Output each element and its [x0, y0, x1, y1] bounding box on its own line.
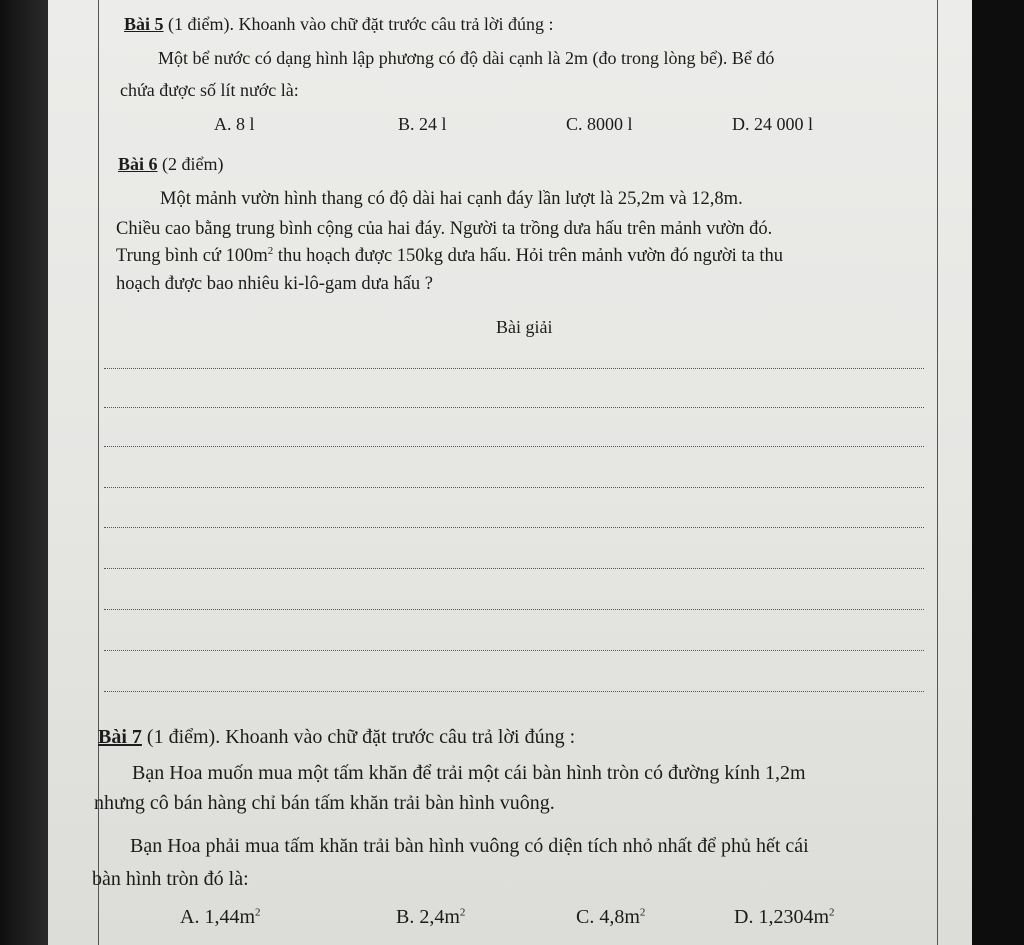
answer-line[interactable]	[104, 446, 924, 447]
bai7-question-line4: bàn hình tròn đó là:	[92, 868, 249, 890]
bai7-option-b[interactable]	[396, 906, 465, 929]
bai5-question-line1: Một bể nước có dạng hình lập phương có độ dài cạnh là 2m (đo trong lòng bể). Bể đó	[158, 48, 775, 68]
bai6-question-line2: Chiều cao bằng trung bình cộng của hai đáy. Người ta trồng dưa hấu trên mảnh vườn đó.	[116, 219, 773, 239]
photo-background-right	[972, 0, 1024, 945]
bai6-question-line4: hoạch được bao nhiêu ki-lô-gam dưa hấu ?	[116, 274, 433, 294]
bai7-option-b-label: B. 2,4m	[396, 906, 460, 928]
bai6-title-text: (2 điểm)	[162, 154, 224, 174]
bai7-option-a-exponent: 2	[255, 906, 261, 919]
bai7-number: Bài 7	[98, 726, 142, 748]
bai5-title	[124, 14, 553, 35]
answer-line[interactable]	[104, 487, 924, 488]
bai7-title-text: (1 điểm). Khoanh vào chữ đặt trước câu trả lời đúng :	[146, 726, 576, 748]
answer-line[interactable]	[104, 650, 924, 651]
answer-line[interactable]	[104, 527, 924, 528]
answer-line[interactable]	[104, 609, 924, 610]
bai5-option-d[interactable]: D. 24 000 l	[732, 114, 813, 134]
bai6-number: Bài 6	[118, 154, 158, 174]
bai6-solution-heading: Bài giải	[496, 317, 553, 337]
answer-line[interactable]	[104, 368, 924, 369]
bai6-line3-part-a: Trung bình cứ 100m	[116, 246, 268, 267]
bai7-option-c-exponent: 2	[639, 906, 646, 919]
bai6-question-line3	[116, 245, 783, 267]
bai7-option-d-label: D. 1,2304m	[734, 906, 829, 928]
bai5-question-line2: chứa được số lít nước là:	[120, 80, 299, 100]
bai7-question-line3: Bạn Hoa phải mua tấm khăn trải bàn hình vuông có diện tích nhỏ nhất để phủ hết cái	[130, 835, 809, 857]
answer-line[interactable]	[104, 691, 924, 692]
bai7-option-c-label: C. 4,8m	[576, 906, 640, 928]
bai7-option-c[interactable]	[576, 906, 645, 929]
photo-shadow-left	[0, 0, 48, 945]
bai7-question-line2: nhưng cô bán hàng chỉ bán tấm khăn trải bàn hình vuông.	[94, 792, 555, 814]
answer-line[interactable]	[104, 407, 924, 408]
answer-line[interactable]	[104, 568, 924, 569]
bai5-title-text: (1 điểm). Khoanh vào chữ đặt trước câu trả lời đúng :	[168, 14, 554, 34]
bai5-option-c[interactable]: C. 8000 l	[566, 114, 633, 134]
bai7-option-d[interactable]	[734, 906, 835, 929]
bai7-option-d-exponent: 2	[829, 906, 835, 919]
bai7-title	[98, 726, 575, 749]
bai6-line3-exponent: 2	[267, 245, 274, 257]
bai7-question-line1: Bạn Hoa muốn mua một tấm khăn để trải một cái bàn hình tròn có đường kính 1,2m	[132, 762, 806, 784]
bai5-option-a[interactable]: A. 8 l	[214, 114, 255, 134]
bai7-option-a[interactable]	[180, 906, 261, 929]
bai5-option-b[interactable]: B. 24 l	[398, 114, 447, 134]
bai5-number: Bài 5	[124, 14, 164, 34]
bai6-line3-part-b: thu hoạch được 150kg dưa hấu. Hỏi trên mảnh vườn đó người ta thu	[273, 246, 783, 267]
bai6-title	[118, 154, 224, 175]
bai7-option-a-label: A. 1,44m	[180, 906, 255, 928]
bai7-option-b-exponent: 2	[459, 906, 466, 919]
bai6-question-line1: Một mảnh vườn hình thang có độ dài hai cạnh đáy lần lượt là 25,2m và 12,8m.	[160, 189, 743, 209]
